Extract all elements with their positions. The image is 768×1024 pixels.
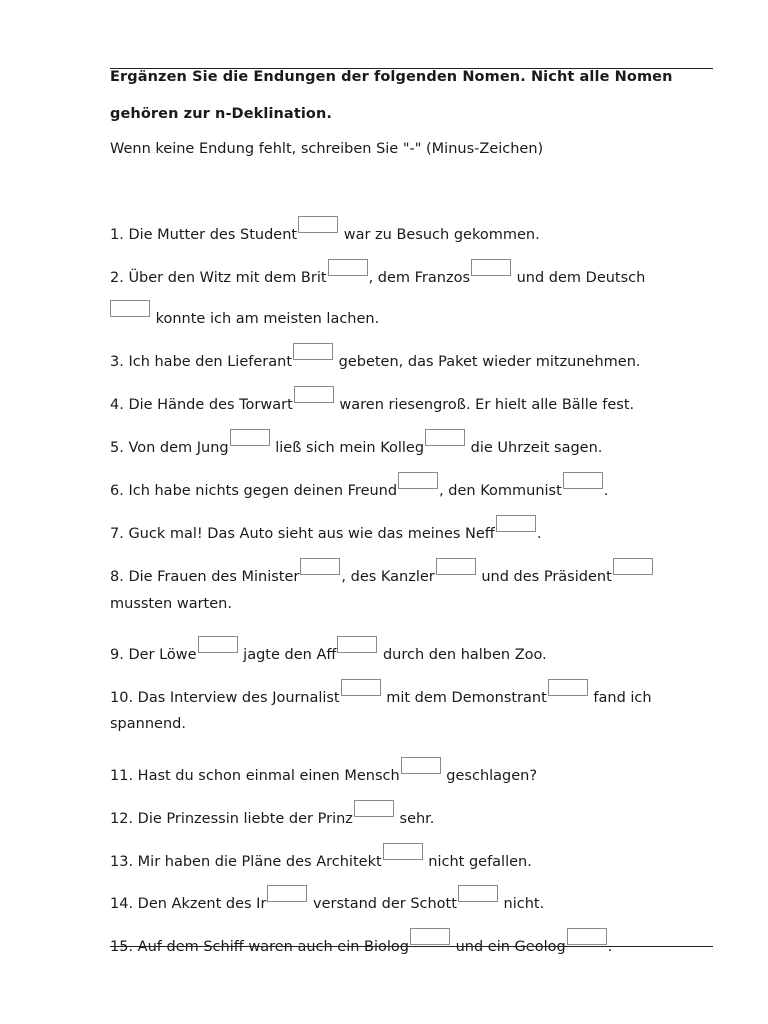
exercise-6: 6. Ich habe nichts gegen deinen Freund , den Kommunist . (110, 472, 713, 501)
blank-11[interactable] (401, 757, 441, 774)
blank-8a[interactable] (300, 558, 340, 575)
exercise-14: 14. Den Akzent des Ir verstand der Schott nicht. (110, 885, 713, 914)
exercise-10: 10. Das Interview des Journalist mit dem Demonstrant fand ich (110, 679, 713, 708)
bottom-rule (110, 946, 713, 947)
exercise-10-continued: spannend. (110, 716, 186, 732)
exercise-4: 4. Die Hände des Torwart waren riesengroß. Er hielt alle Bälle fest. (110, 386, 713, 415)
blank-4[interactable] (294, 386, 334, 403)
blank-5a[interactable] (230, 429, 270, 446)
blank-14b[interactable] (458, 885, 498, 902)
blank-13[interactable] (383, 843, 423, 860)
blank-9a[interactable] (198, 636, 238, 653)
blank-14a[interactable] (267, 885, 307, 902)
exercise-11: 11. Hast du schon einmal einen Mensch geschlagen? (110, 757, 713, 786)
blank-6b[interactable] (563, 472, 603, 489)
blank-5b[interactable] (425, 429, 465, 446)
exercise-8-continued: mussten warten. (110, 596, 232, 612)
blank-6a[interactable] (398, 472, 438, 489)
exercise-8: 8. Die Frauen des Minister , des Kanzler und des Präsident (110, 558, 713, 587)
blank-8c[interactable] (613, 558, 653, 575)
blank-8b[interactable] (436, 558, 476, 575)
exercise-3: 3. Ich habe den Lieferant gebeten, das Paket wieder mitzunehmen. (110, 343, 713, 372)
exercise-2-continued: konnte ich am meisten lachen. (110, 300, 713, 329)
blank-2c[interactable] (110, 300, 150, 317)
exercise-2: 2. Über den Witz mit dem Brit , dem Franzos und dem Deutsch (110, 259, 713, 288)
blank-3[interactable] (293, 343, 333, 360)
exercise-12: 12. Die Prinzessin liebte der Prinz sehr. (110, 800, 713, 829)
exercise-15: 15. Auf dem Schiff waren auch ein Biolog und ein Geolog . (110, 928, 713, 957)
exercise-1: 1. Die Mutter des Student war zu Besuch gekommen. (110, 216, 713, 245)
exercise-7: 7. Guck mal! Das Auto sieht aus wie das meines Neff . (110, 515, 713, 544)
exercise-5: 5. Von dem Jung ließ sich mein Kolleg die Uhrzeit sagen. (110, 429, 713, 458)
heading-line-2: gehören zur n-Deklination. (110, 106, 333, 122)
blank-2a[interactable] (328, 259, 368, 276)
blank-10b[interactable] (548, 679, 588, 696)
heading-line-1: Ergänzen Sie die Endungen der folgenden Nomen. Nicht alle Nomen (110, 69, 673, 85)
blank-1[interactable] (298, 216, 338, 233)
blank-12[interactable] (354, 800, 394, 817)
exercise-13: 13. Mir haben die Pläne des Architekt nicht gefallen. (110, 843, 713, 872)
blank-15b[interactable] (567, 928, 607, 945)
blank-2b[interactable] (471, 259, 511, 276)
blank-15a[interactable] (410, 928, 450, 945)
blank-9b[interactable] (337, 636, 377, 653)
instruction-text: Wenn keine Endung fehlt, schreiben Sie "-" (Minus-Zeichen) (110, 141, 544, 157)
blank-7[interactable] (496, 515, 536, 532)
exercise-9: 9. Der Löwe jagte den Aff durch den halben Zoo. (110, 636, 713, 665)
blank-10a[interactable] (341, 679, 381, 696)
